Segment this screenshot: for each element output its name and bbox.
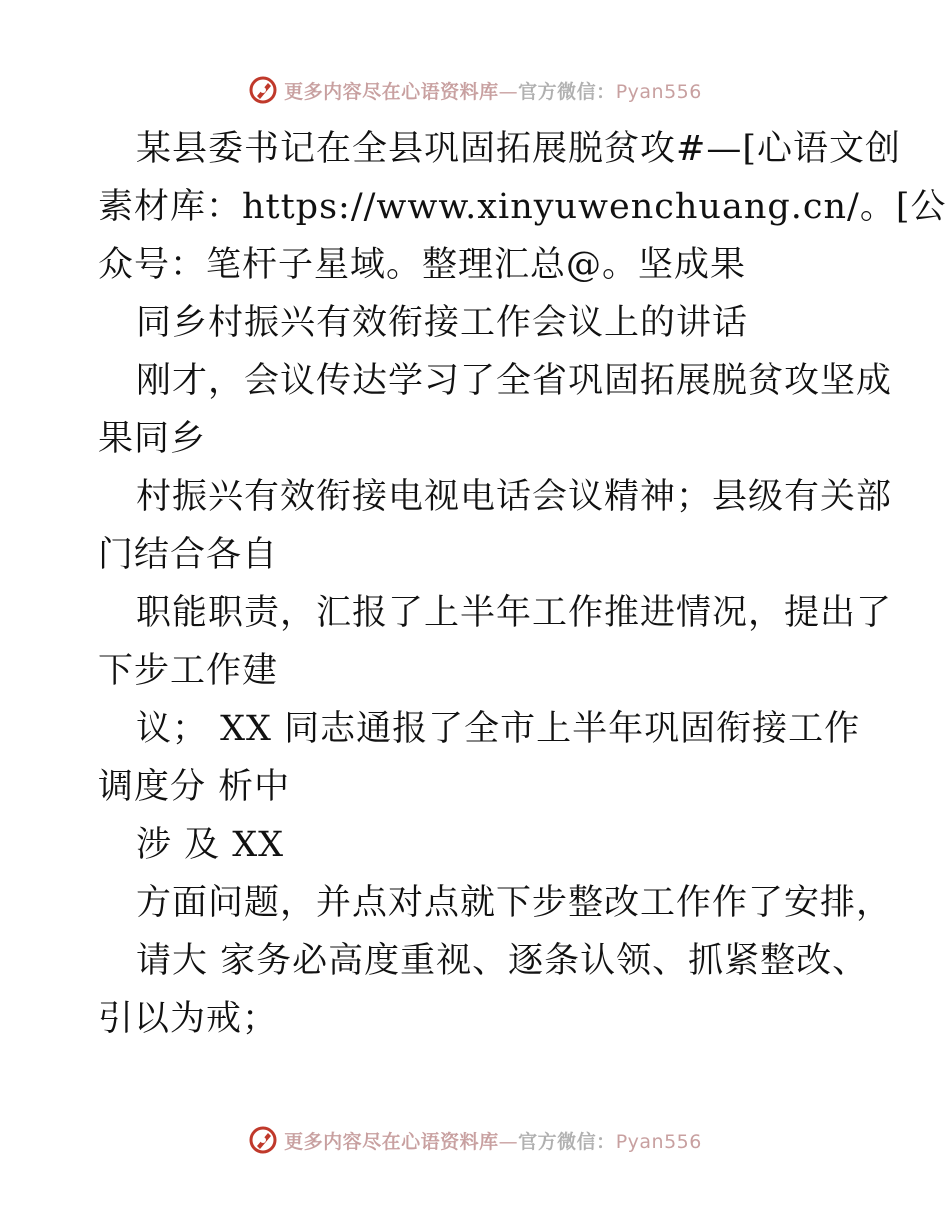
text-line: 同乡村振兴有效衔接工作会议上的讲话 [136,303,749,343]
banner-separator: — [498,80,519,103]
footer-banner [0,1120,950,1160]
text-line: 门结合各自 [98,535,279,575]
text-line: 下步工作建 [98,651,279,691]
text-line: 刚才，会议传达学习了全省巩固拓展脱贫攻坚成 [136,361,893,401]
document-body [98,120,947,1048]
banner-handle: Pyan556 [615,80,702,103]
text-line: 涉 及 XX [136,825,285,865]
banner-label: 官方微信： [518,80,616,103]
text-line: 调度分 析中 [98,767,291,807]
header-banner [0,70,950,110]
banner-text [284,1127,702,1154]
text-line: 果同乡 [98,419,207,459]
pen-circle-logo-icon [248,75,278,105]
text-line: 某县委书记在全县巩固拓展脱贫攻#—[心语文创 [136,129,901,169]
text-line: 引以为戒； [98,999,279,1039]
banner-separator: — [498,1130,519,1153]
text-line: 素材库：https://www.xinyuwenchuang.cn/。[公 [98,187,947,227]
text-line: 方面问题，并点对点就下步整改工作作了安排， [136,883,893,923]
banner-label: 官方微信： [518,1130,616,1153]
text-line: 议； XX 同志通报了全市上半年巩固衔接工作 [136,709,861,749]
banner-brand: 更多内容尽在心语资料库 [284,80,499,103]
banner-brand: 更多内容尽在心语资料库 [284,1130,499,1153]
text-line: 职能职责，汇报了上半年工作推进情况，提出了 [136,593,893,633]
text-line: 众号：笔杆子星域。整理汇总@。坚成果 [98,245,747,285]
pen-circle-logo-icon [248,1125,278,1155]
banner-handle: Pyan556 [615,1130,702,1153]
text-line: 村振兴有效衔接电视电话会议精神；县级有关部 [136,477,893,517]
text-line: 请大 家务必高度重视、逐条认领、抓紧整改、 [136,941,869,981]
banner-text [284,77,702,104]
